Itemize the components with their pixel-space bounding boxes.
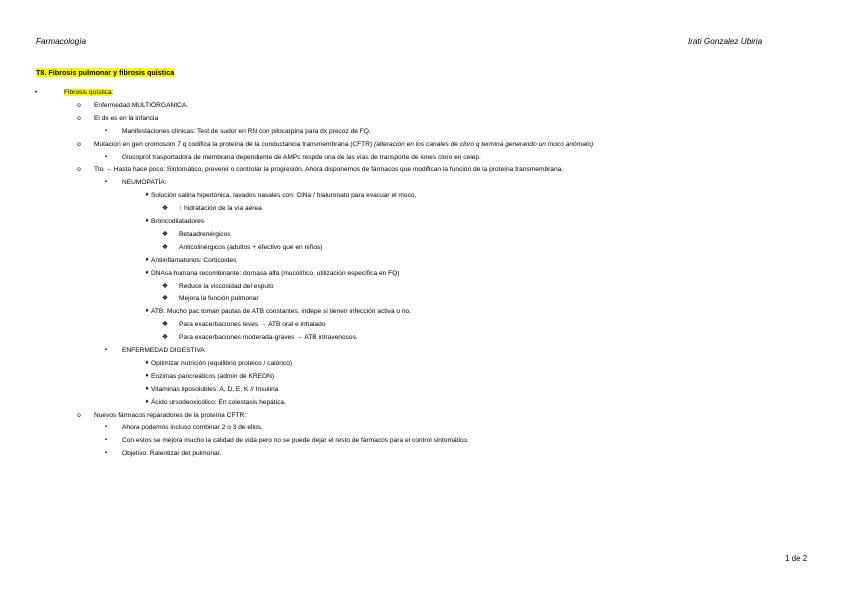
bullet-marker: ❖: [161, 295, 169, 303]
outline-item-text-wrap: [122, 176, 166, 189]
section-title: [36, 68, 174, 77]
outline-item-text-wrap: [122, 447, 221, 460]
bullet-marker: ▪: [104, 450, 108, 457]
outline-item-text: Nuevos fármacos reparadores de la proteína CFTR:: [94, 411, 247, 419]
outline-item-text-wrap: [122, 421, 263, 434]
outline-item-text: Solución salina hipertónica, lavados nasales con: ClNa / hialuronato para evacuar el moco.: [151, 192, 417, 200]
outline-item-italic-note: (alteración en los canales de cloro q termina generando un moco anómalo): [374, 140, 594, 148]
outline-item-text: Enfermedad MULTIÓRGANICA.: [94, 101, 189, 109]
bullet-marker: ♦: [145, 398, 149, 405]
outline-item-text: Tto → Hasta hace poco: Sintomático, prevenir o controlar la progresión. Ahora disponemos de fármacos que modifican la función de la proteína transmembrana.: [94, 166, 564, 174]
bullet-marker: o: [77, 140, 81, 148]
outline-item-text: Mutación en gen cromosom 7 q codifica la proteína de la conductancia transmembrana (CFTR): [94, 140, 375, 148]
outline-item-text: Broncodilatadores: [151, 218, 205, 225]
outline-item-text-wrap: [151, 383, 278, 396]
outline-item-text-wrap: [122, 434, 469, 447]
outline-item-text-wrap: [94, 112, 158, 125]
bullet-marker: ♦: [145, 308, 149, 315]
outline-item-text: Optimizar nutrición (equilibrio proteico / calórico): [151, 359, 293, 367]
outline-item-text: ATB. Mucho pac toman pautas de ATB constantes, indepe si tienen infección activa o no.: [151, 308, 411, 316]
outline-item-text-wrap: [151, 189, 416, 202]
outline-item-text-wrap: [151, 254, 236, 267]
bullet-marker: ▪: [104, 347, 108, 353]
outline-item-text: Glucoprot trasportadora de membrana dependiente de AMPc respde una de las vías de transporte de iones cloro en celep.: [122, 153, 481, 161]
outline-item-text: El dx es en la infancia: [94, 114, 159, 122]
outline-item-text-wrap: [179, 241, 323, 254]
bullet-marker: •: [34, 89, 38, 96]
outline-item-text-wrap: [94, 99, 188, 112]
outline-item-text: Vitaminas liposolubles: A, D, E, K // Insulina: [151, 385, 279, 393]
outline-item-text: Mejora la función pulmonar: [179, 295, 259, 303]
bullet-marker: ♦: [145, 359, 149, 366]
bullet-marker: ❖: [161, 243, 169, 251]
bullet-marker: o: [77, 166, 81, 174]
outline-item-text: Fibrosis quística: [64, 89, 112, 96]
header-subject: Farmacología: [36, 37, 87, 46]
page-number: 1 de 2: [785, 554, 808, 563]
outline-item-text: Enzimas pancreáticos (admin de KREON): [151, 372, 275, 380]
bullet-marker: ♦: [145, 385, 149, 392]
bullet-marker: ♦: [145, 269, 149, 276]
outline-item-text: Reduce la viscosidad del esputo: [179, 282, 274, 290]
outline-item-text-wrap: [179, 202, 262, 215]
outline-item-text: Objetivo: Ralentizar det pulmonar.: [122, 450, 222, 458]
outline-item-text-wrap: [122, 125, 371, 138]
outline-item-text: Anticolinérgicos (adultos + efectivo que en niños): [179, 243, 323, 251]
outline-item-text-wrap: [151, 215, 204, 228]
outline-item-text-wrap: [94, 163, 563, 176]
outline-item-suffix: :: [111, 89, 114, 96]
bullet-marker: ❖: [161, 282, 169, 290]
outline-item-text-wrap: [122, 344, 205, 357]
bullet-marker: o: [77, 411, 81, 419]
outline-item-text-wrap: [151, 357, 292, 370]
outline-item-text-wrap: [179, 318, 326, 331]
bullet-marker: ▪: [104, 424, 108, 431]
outline-item-text-wrap: [179, 228, 231, 241]
bullet-marker: ▪: [104, 179, 108, 186]
outline-item-text-wrap: [151, 267, 399, 280]
outline-item-text: Ahora podemos incluso combinar 2 o 3 de ellos.: [122, 424, 263, 432]
bullet-marker: ▪: [104, 153, 108, 160]
outline-item-text-wrap: [151, 305, 411, 318]
outline-item-text: Antiinflamatorios: Corticoides: [151, 256, 237, 264]
bullet-marker: ♦: [145, 192, 149, 199]
outline-item-text: Manifestaciones clínicas: Test de sudor en RN con pilocarpina para dx precoz de FQ.: [122, 127, 371, 135]
outline-item-text-wrap: [151, 396, 286, 409]
outline-item-text-wrap: [179, 280, 274, 293]
outline-item-text: NEUMOPATÍA:: [122, 179, 167, 187]
outline-item-text-wrap: [179, 292, 259, 305]
outline-item-text-wrap: [94, 409, 246, 422]
outline-item-text: Betaadrenérgicos: [179, 230, 231, 238]
outline-item-text: Ácido ursodeoxicólico: En colestasis hepática.: [151, 398, 286, 406]
bullet-marker: o: [77, 101, 81, 109]
header-author: Irati Gonzalez Ubiria: [688, 37, 763, 46]
outline-item-text-wrap: [94, 138, 593, 151]
outline-item-text: Con estos se mejora mucho la calidad de vida pero no se puede dejar el resto de fármacos para el control sintomático.: [122, 437, 469, 445]
bullet-marker: ♦: [145, 256, 149, 263]
outline-item-text-wrap: [122, 151, 481, 164]
section-title-text: T8. Fibrosis pulmonar y fibrosis quística: [36, 68, 175, 77]
bullet-marker: ❖: [161, 205, 169, 213]
bullet-marker: ❖: [161, 230, 169, 238]
outline-item-text: Para exacerbaciones moderada-graves → ATB intravenosos.: [179, 334, 358, 342]
outline-item-text-wrap: [64, 86, 113, 99]
outline-item-text: DNAsa humana recombinante: dornasa alfa (mucolítico, utilización específica en FQ): [151, 269, 400, 277]
bullet-marker: ❖: [161, 321, 169, 329]
bullet-marker: ♦: [145, 218, 149, 224]
outline-item-text-wrap: [179, 331, 358, 344]
bullet-marker: o: [77, 114, 81, 122]
bullet-marker: ▪: [104, 127, 108, 134]
bullet-marker: ❖: [161, 334, 169, 342]
bullet-marker: ♦: [145, 372, 149, 379]
outline-item-text: Para exacerbaciones leves → ATB oral e inhalado: [179, 321, 326, 329]
bullet-marker: ▪: [104, 437, 108, 444]
outline-item-text: ENFERMEDAD DIGESTIVA: [122, 347, 205, 354]
outline-item-text: ↑ hidratación de la vía aérea: [179, 205, 262, 213]
outline-item-text-wrap: [151, 370, 274, 383]
